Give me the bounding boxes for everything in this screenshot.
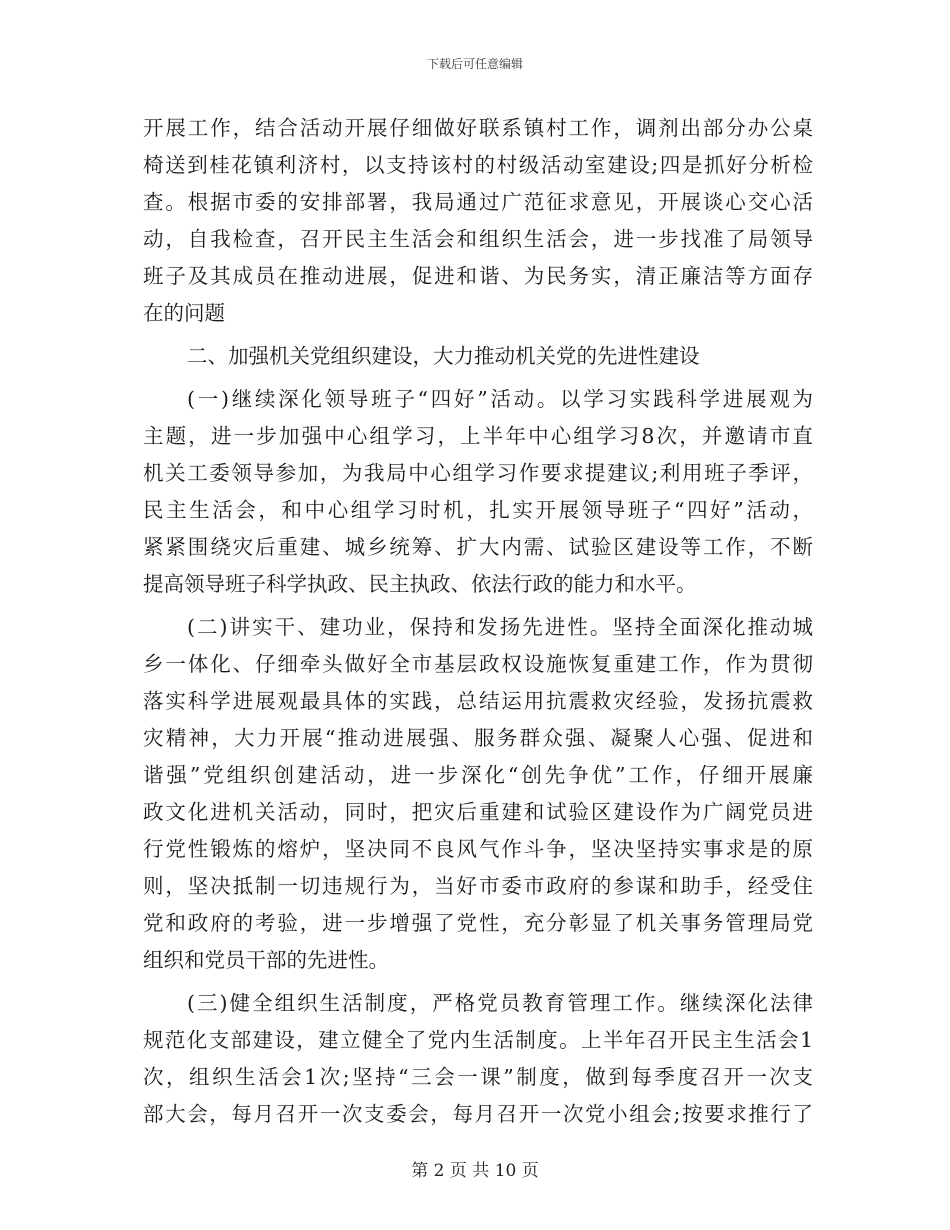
document-body [143,110,813,1133]
text-line: 椅送到桂花镇利济村，以支持该村的村级活动室建设;四是抓好分析检 [143,153,813,177]
text-line: 灾精神，大力开展“推动进展强、服务群众强、凝聚人心强、促进和 [143,726,813,750]
text-line: 紧紧围绕灾后重建、城乡统筹、扩大内需、试验区建设等工作，不断 [143,535,813,559]
paragraph [143,110,813,332]
text-line: 动，自我检查，召开民主生活会和组织生活会，进一步找准了局领导 [143,227,813,251]
text-line: 谐强”党组织创建活动，进一步深化“创先争优”工作，仔细开展廉 [143,763,813,787]
text-line: (二)讲实干、建功业，保持和发扬先进性。坚持全面深化推动城 [187,615,813,639]
text-line: 机关工委领导参加，为我局中心组学习作要求提建议;利用班子季评， [143,461,813,485]
text-line: 在的问题 [143,301,225,325]
text-line: 查。根据市委的安排部署，我局通过广范征求意见，开展谈心交心活 [143,190,813,214]
text-line: 行党性锻炼的熔炉，坚决同不良风气作斗争，坚决坚持实事求是的原 [143,837,813,861]
text-line: (三)健全组织生活制度，严格党员教育管理工作。继续深化法律 [187,991,813,1015]
paragraph [143,985,813,1133]
text-line: 落实科学进展观最具体的实践，总结运用抗震救灾经验，发扬抗震救 [143,689,813,713]
text-line: 党和政府的考验，进一步增强了党性，充分彰显了机关事务管理局党 [143,911,813,935]
text-line: 则，坚决抵制一切违规行为，当好市委市政府的参谋和助手，经受住 [143,874,813,898]
text-line: 次，组织生活会1次;坚持“三会一课”制度，做到每季度召开一次支 [143,1065,813,1089]
text-line: 乡一体化、仔细牵头做好全市基层政权设施恢复重建工作，作为贯彻 [143,652,813,676]
section-heading [143,338,813,375]
text-line: 开展工作，结合活动开展仔细做好联系镇村工作，调剂出部分办公桌 [143,116,813,140]
paragraph [143,381,813,603]
text-line: 民主生活会，和中心组学习时机，扎实开展领导班子“四好”活动， [143,498,813,522]
page-header: 下载后可任意编辑 [426,57,523,71]
text-line: 规范化支部建设，建立健全了党内生活制度。上半年召开民主生活会1 [143,1028,813,1052]
text-line: 班子及其成员在推动进展，促进和谐、为民务实，清正廉洁等方面存 [143,264,813,288]
text-line: (一)继续深化领导班子“四好”活动。以学习实践科学进展观为 [187,387,813,411]
text-line: 主题，进一步加强中心组学习，上半年中心组学习8次，并邀请市直 [143,424,813,448]
text-line: 政文化进机关活动，同时，把灾后重建和试验区建设作为广阔党员进 [143,800,813,824]
text-line: 组织和党员干部的先进性。 [143,948,389,972]
text-line: 二、加强机关党组织建设，大力推动机关党的先进性建设 [187,344,700,368]
paragraph [143,609,813,979]
text-line: 部大会，每月召开一次支委会，每月召开一次党小组会;按要求推行了 [143,1102,813,1126]
text-line: 提高领导班子科学执政、民主执政、依法行政的能力和水平。 [143,572,697,596]
page-footer: 第 2 页 共 10 页 [411,1161,539,1181]
